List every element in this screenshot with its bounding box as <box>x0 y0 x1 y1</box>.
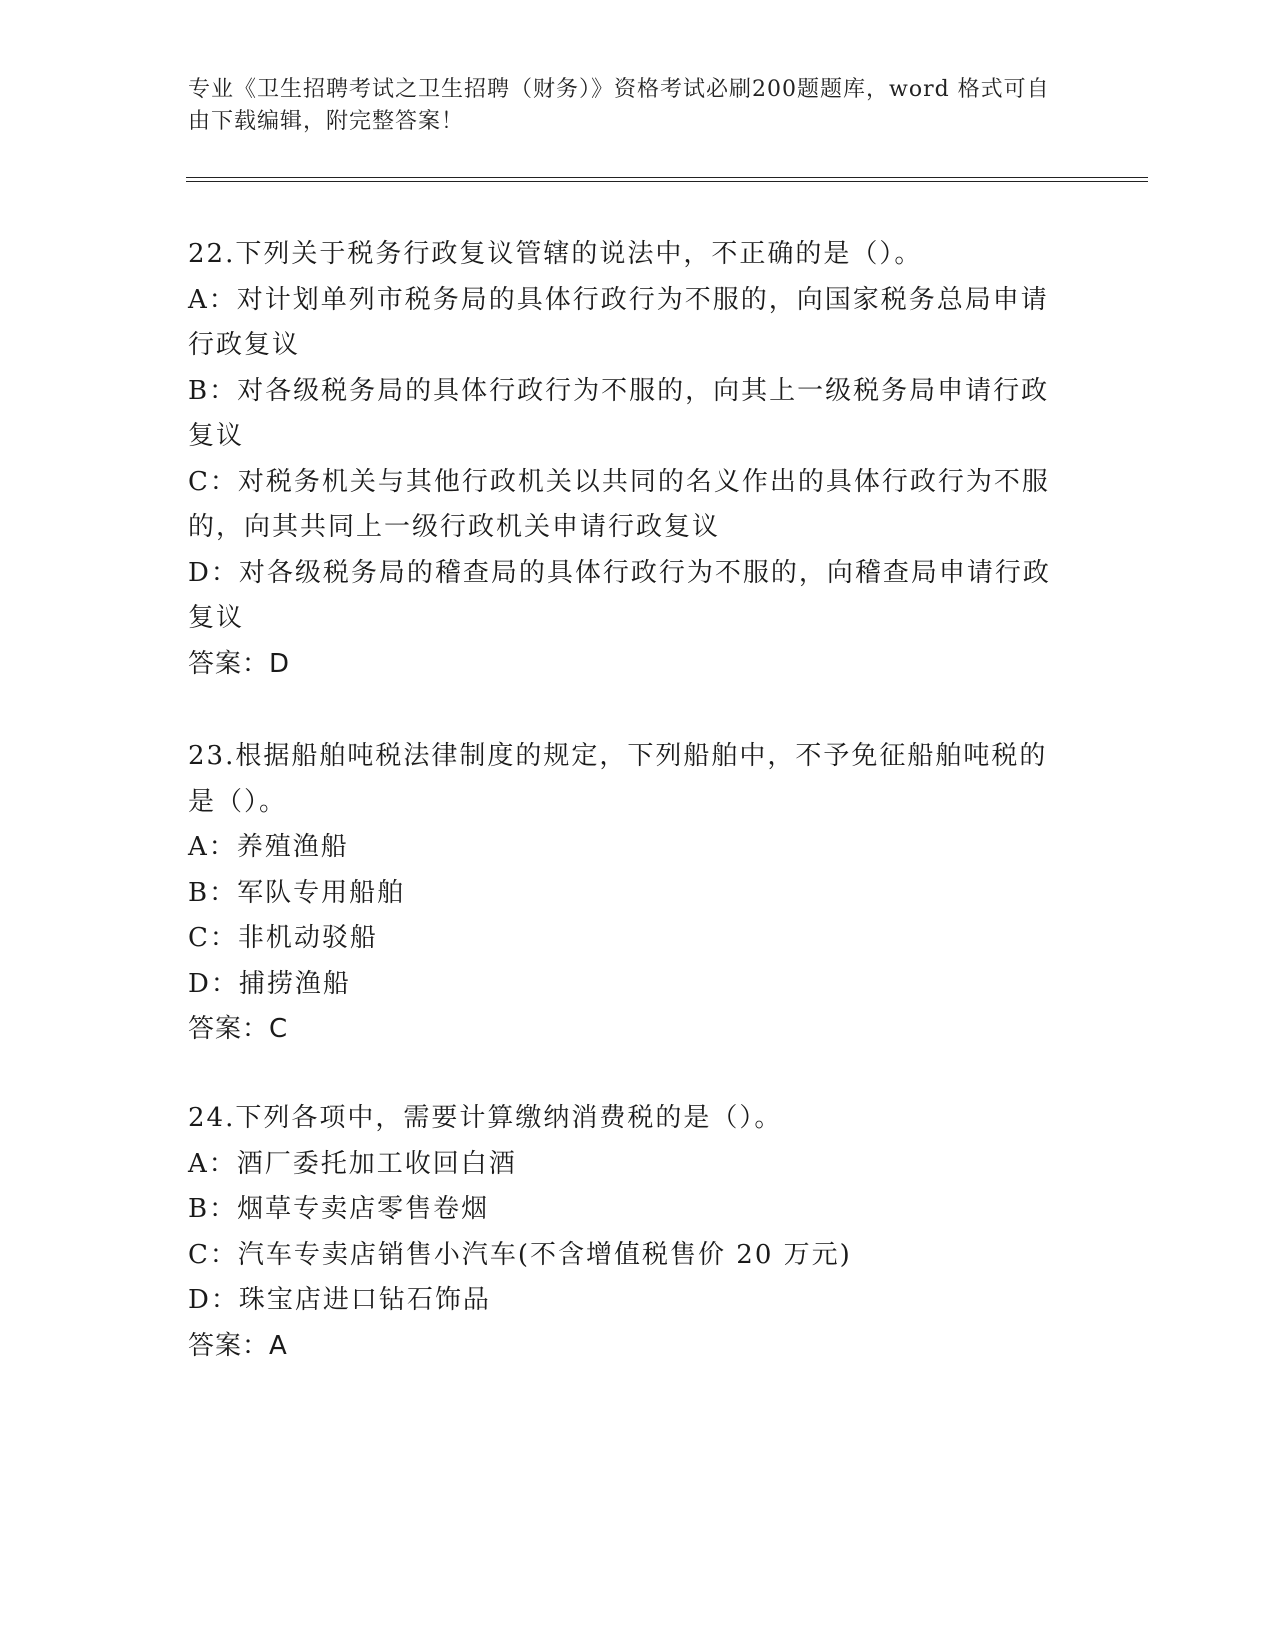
answer-line: 答案：C <box>188 1014 289 1044</box>
question-stem: 22.下列关于税务行政复议管辖的说法中，不正确的是（）。 <box>188 239 923 269</box>
answer-line: 答案：A <box>188 1330 288 1361</box>
header-rule-bottom <box>186 181 1148 182</box>
question-stem: 23.根据船舶吨税法律制度的规定，下列船舶中，不予免征船舶吨税的是（）。 <box>188 741 1048 817</box>
option-b: B：烟草专卖店零售卷烟 <box>188 1194 490 1224</box>
option-d: D：对各级税务局的稽查局的具体行政行为不服的，向稽查局申请行政复议 <box>188 557 1051 633</box>
question-24 <box>188 1096 1068 1369</box>
question-22 <box>188 232 1068 687</box>
header-text: 专业《卫生招聘考试之卫生招聘（财务）》资格考试必刷200题题库，word 格式可自由下载编辑，附完整答案！ <box>188 77 1050 134</box>
option-c: C：对税务机关与其他行政机关以共同的名义作出的具体行政行为不服的，向其共同上一级行政机关申请行政复议 <box>188 466 1050 542</box>
answer-line: 答案：D <box>188 648 291 679</box>
question-23 <box>188 734 1068 1053</box>
header-rule-top <box>186 177 1148 178</box>
option-a: A：对计划单列市税务局的具体行政行为不服的，向国家税务总局申请行政复议 <box>188 284 1049 360</box>
option-b: B：对各级税务局的具体行政行为不服的，向其上一级税务局申请行政复议 <box>188 375 1050 451</box>
option-a: A：酒厂委托加工收回白酒 <box>188 1148 517 1179</box>
option-c: C：汽车专卖店销售小汽车(不含增值税售价 20 万元) <box>188 1239 852 1270</box>
option-a: A：养殖渔船 <box>188 832 349 862</box>
option-b: B：军队专用船舶 <box>188 877 406 908</box>
option-d: D：捕捞渔船 <box>188 968 351 999</box>
document-header <box>188 74 1068 138</box>
option-d: D：珠宝店进口钻石饰品 <box>188 1285 491 1315</box>
option-c: C：非机动驳船 <box>188 923 378 953</box>
question-stem: 24.下列各项中，需要计算缴纳消费税的是（）。 <box>188 1103 783 1133</box>
